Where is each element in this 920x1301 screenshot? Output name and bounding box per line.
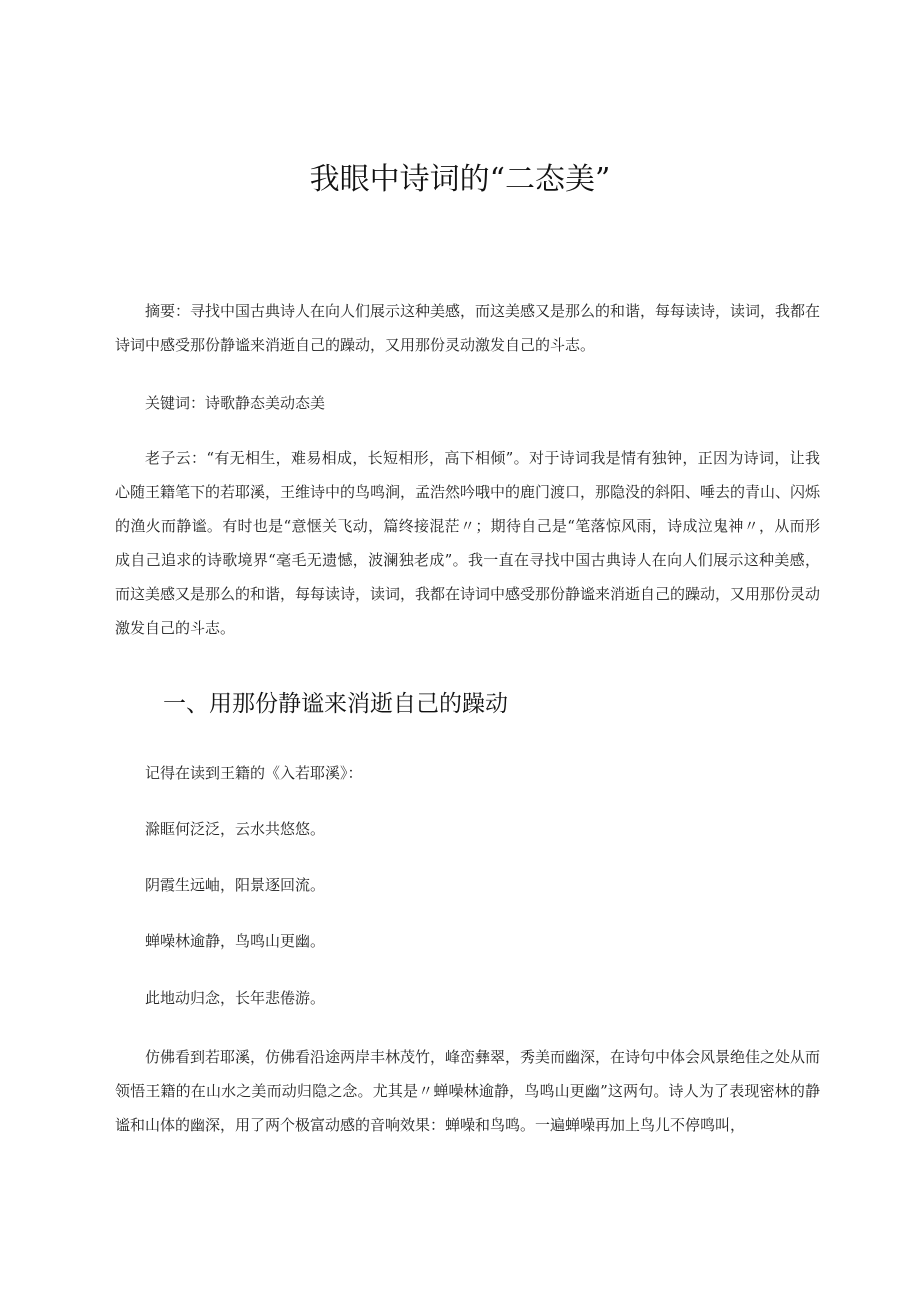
poem-line: 蝉噪林逾静，鸟鸣山更幽。 bbox=[145, 932, 326, 950]
document-title: 我眼中诗词的“二态美” bbox=[309, 162, 611, 197]
poem-line: 滁眶何泛泛，云水共悠悠。 bbox=[145, 820, 326, 838]
poem-line: 此地动归念，长年悲倦游。 bbox=[145, 989, 326, 1007]
poem-line: 阴霞生远岫，阳景逐回流。 bbox=[145, 876, 326, 894]
keywords-line: 关键词：诗歌静态美动态美 bbox=[145, 394, 326, 412]
section-heading: 一、用那份静谧来消逝自己的躁动 bbox=[163, 691, 508, 717]
poem-intro-line: 记得在读到王籍的《入若耶溪》： bbox=[145, 764, 363, 782]
intro-paragraph: 老子云：“有无相生，难易相成，长短相形，高下相倾”。对于诗词我是情有独钟，正因为诗词，让我心随王籍笔下的若耶溪，王维诗中的鸟鸣涧，孟浩然吟哦中的鹿门渡口，那隐没的斜阳、唾去的青山、闪烁的渔火而静谧。有时也是“意惬关飞动，篇终接混茫〃；期待自己是“笔落惊风雨，诗成泣鬼神〃，从而形成自己追求的诗歌境界“毫毛无遗憾，波澜独老成”。我一直在寻找中国古典诗人在向人们展示这种美感，而这美感又是那么的和谐，每每读诗，读词，我都在诗词中感受那份静谧来消逝自己的躁动，又用那份灵动激发自己的斗志。 bbox=[115, 449, 821, 637]
commentary-paragraph: 仿佛看到若耶溪，仿佛看沿途两岸丰林茂竹，峰峦彝翠，秀美而幽深，在诗句中体会风景绝佳之处从而领悟王籍的在山水之美而动归隐之念。尤其是〃蝉噪林逾静，鸟鸣山更幽”这两句。诗人为了表现密林的静谧和山体的幽深，用了两个极富动感的音响效果：蝉噪和鸟鸣。一遍蝉噪再加上鸟儿不停鸣叫， bbox=[115, 1048, 821, 1134]
abstract-paragraph: 摘要：寻找中国古典诗人在向人们展示这种美感，而这美感又是那么的和谐，每每读诗，读词，我都在诗词中感受那份静谧来消逝自己的躁动，又用那份灵动激发自己的斗志。 bbox=[115, 302, 821, 354]
